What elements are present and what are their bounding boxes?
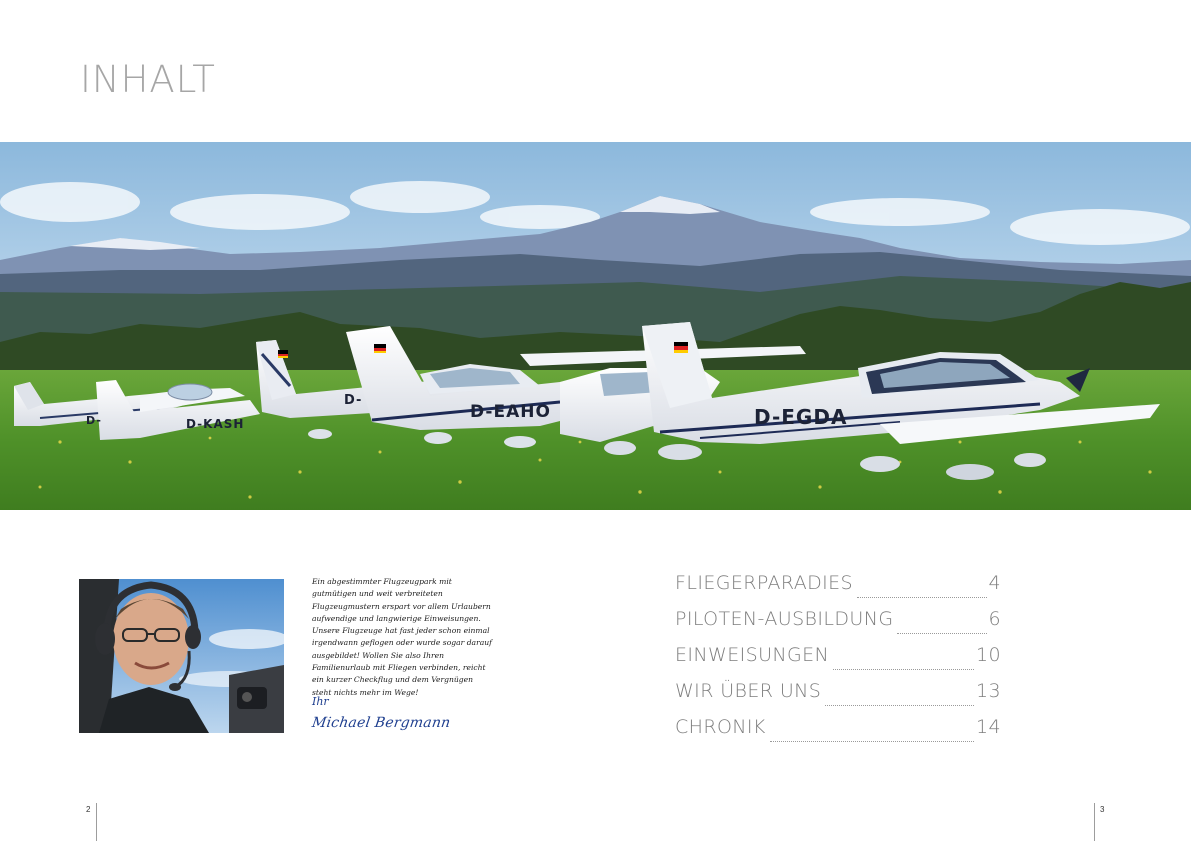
toc-item-einweisungen[interactable] <box>675 644 1001 680</box>
toc-leader-dots <box>897 632 986 634</box>
portrait-photo-pilot <box>79 579 284 733</box>
toc-item-label: FLIEGERPARADIES <box>675 572 854 594</box>
toc-item-page: 4 <box>988 572 1001 594</box>
registration-d-eaho: D-EAHO <box>470 402 551 422</box>
page-title: INHALT <box>80 58 216 101</box>
toc-item-label: EINWEISUNGEN <box>675 644 830 666</box>
signature-name: Michael Bergmann <box>310 715 452 731</box>
toc-leader-dots <box>857 596 986 598</box>
toc-item-page: 6 <box>988 608 1001 630</box>
registration-d-kash: D-KASH <box>186 417 245 431</box>
folio-rule-left <box>96 803 97 841</box>
hero-photo-aircraft-on-airfield <box>0 142 1191 510</box>
toc-item-label: WIR ÜBER UNS <box>675 680 822 702</box>
table-of-contents <box>675 572 1001 752</box>
registration-d-far-left: D- <box>86 414 102 427</box>
toc-leader-dots <box>833 668 974 670</box>
page-number-left: 2 <box>86 805 91 814</box>
toc-leader-dots <box>825 704 974 706</box>
toc-item-label: CHRONIK <box>675 716 766 738</box>
toc-item-fliegerparadies[interactable] <box>675 572 1001 608</box>
toc-item-page: 14 <box>976 716 1001 738</box>
toc-item-chronik[interactable] <box>675 716 1001 752</box>
toc-item-wir-ueber-uns[interactable] <box>675 680 1001 716</box>
toc-item-piloten-ausbildung[interactable] <box>675 608 1001 644</box>
signature-greeting: Ihr <box>312 695 329 708</box>
intro-paragraph: Ein abgestimmter Flugzeugpark mit gutmütigen und weit verbreiteten Flugzeugmustern erspart vor allem Urlaubern aufwendige und langwierige Einweisungen. Unsere Flugzeuge hat fast jeder schon einmal irgendwann geflogen oder wurde sogar darauf ausgebildet! Wollen Sie also Ihren Familienurlaub mit Fliegen verbinden, reicht ein kurzer Checkflug und dem Vergnügen steht nichts mehr im Wege! <box>312 577 492 697</box>
toc-item-page: 13 <box>976 680 1001 702</box>
registration-d-partial: D- <box>344 393 363 408</box>
toc-item-label: PILOTEN-AUSBILDUNG <box>675 608 894 630</box>
toc-item-page: 10 <box>976 644 1001 666</box>
registration-d-egda: D-EGDA <box>754 405 848 429</box>
folio-rule-right <box>1094 803 1095 841</box>
page-number-right: 3 <box>1100 805 1105 814</box>
toc-leader-dots <box>770 740 974 742</box>
